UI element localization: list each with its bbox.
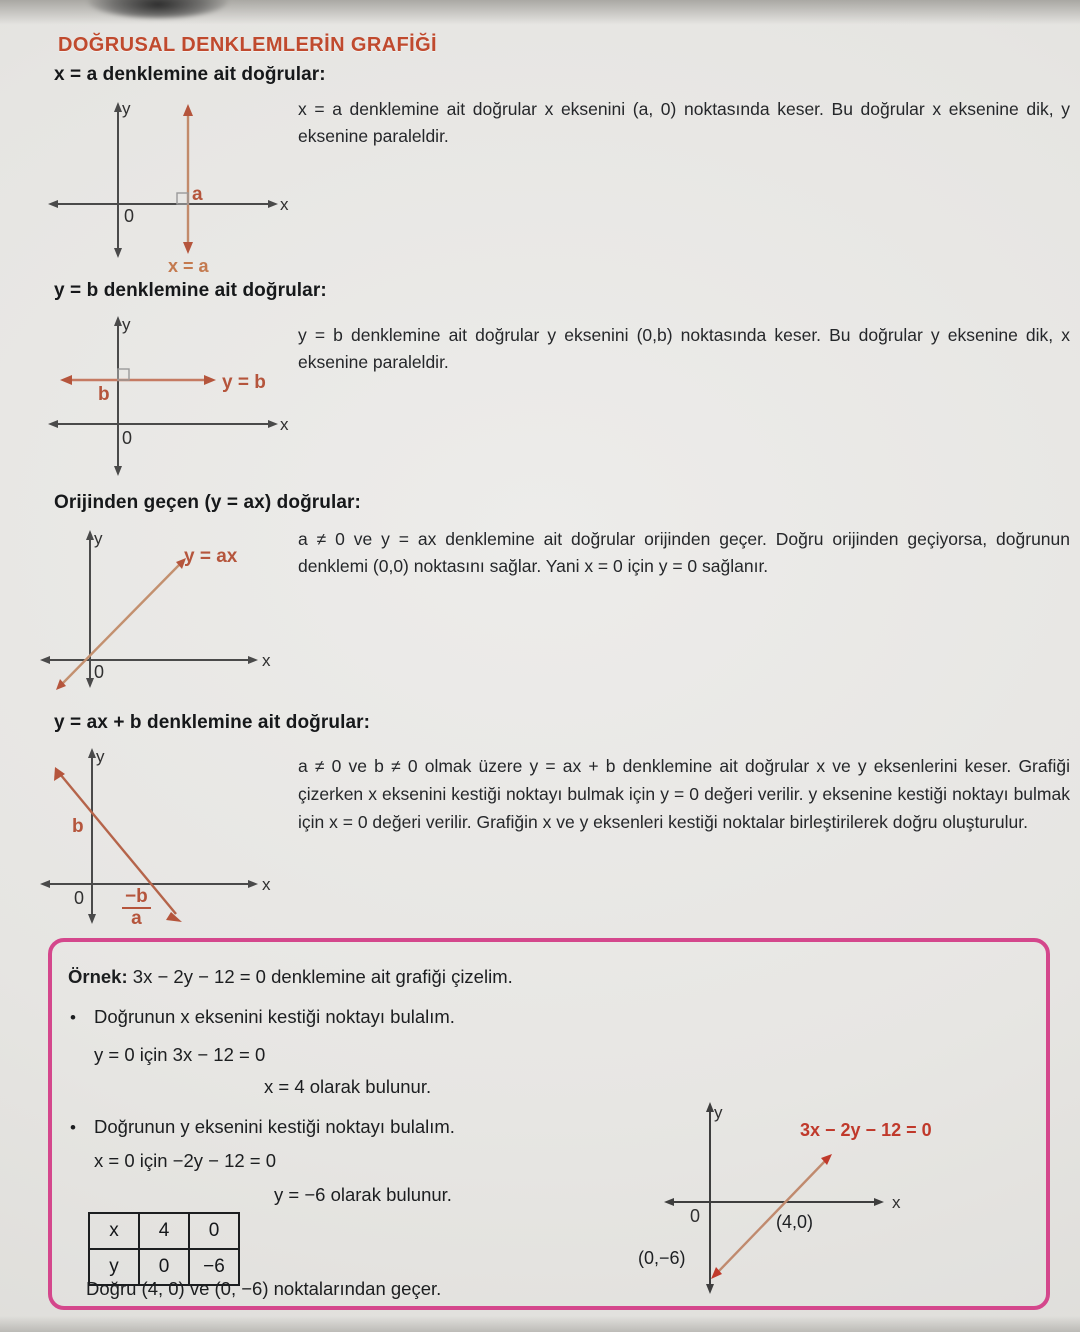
figure2-point-label: b [98,384,110,405]
page-title: DOĞRUSAL DENKLEMLERİN GRAFİĞİ [58,34,438,56]
figure4-y-axis-label: y [96,747,105,766]
figure5-y-intercept-label: (0,−6) [638,1248,686,1268]
figure-x-equals-a [40,96,290,276]
figure5-equation-label: 3x − 2y − 12 = 0 [800,1120,932,1140]
figure3-origin-label: 0 [94,662,105,682]
figure1-origin-label: 0 [124,206,135,226]
example-conclusion: Doğru (4, 0) ve (0, −6) noktalarından geçer. [86,1278,442,1299]
figure-example-graph [638,1092,1048,1312]
figure2-origin-label: 0 [122,428,133,448]
table-cell-y-value-2: −6 [189,1249,239,1285]
example-bullet-1-glyph: • [70,1008,76,1027]
example-step2-line1: x = 0 için −2y − 12 = 0 [94,1150,277,1171]
figure2-y-axis-label: y [122,315,131,334]
figure4-fraction-denominator: a [131,907,142,929]
section-text-y-equals-b: y = b denklemine ait doğrular y eksenini (0,b) noktasında keser. Bu doğrular y eksenine dik, x eksenine paraleldir. [298,325,1070,372]
figure3-line-label: y = ax [184,546,238,567]
figure4-x-intercept-fraction [122,887,151,929]
table-cell-x-header: x [89,1213,139,1249]
figure1-x-axis-label: x [280,195,289,214]
figure3-y-axis-label: y [94,529,103,548]
figure4-y-intercept-label: b [72,816,84,837]
figure1-y-axis-label: y [122,99,131,118]
figure3-x-axis-label: x [262,651,271,670]
example-step1-bullet-text: Doğrunun x eksenini kestiği noktayı bulalım. [94,1006,455,1027]
table-cell-x-value-1: 4 [139,1213,189,1249]
table-cell-y-value-1: 0 [139,1249,189,1285]
example-step2-line2: y = −6 olarak bulunur. [274,1184,452,1205]
section-heading-x-equals-a: x = a denklemine ait doğrular: [54,64,326,85]
example-step1-line2: x = 4 olarak bulunur. [264,1076,432,1097]
figure2-line-label: y = b [222,372,266,393]
figure5-origin-label: 0 [690,1206,701,1226]
example-label: Örnek: [68,966,128,987]
section-heading-y-equals-ax-plus-b: y = ax + b denklemine ait doğrular: [54,712,371,733]
example-step2-bullet-text: Doğrunun y eksenini kestiği noktayı bulalım. [94,1116,455,1137]
example-step1-line1: y = 0 için 3x − 12 = 0 [94,1044,266,1065]
figure2-x-axis-label: x [280,415,289,434]
section-text-y-equals-ax: a ≠ 0 ve y = ax denklemine ait doğrular orijinden geçer. Doğru orijinden geçiyorsa, doğrunun denklemi (0,0) noktasını sağlar. Yani x = 0 için y = 0 sağlanır. [298,529,1070,576]
points-table [88,1212,240,1286]
section-heading-y-equals-b: y = b denklemine ait doğrular: [54,280,327,301]
figure4-x-axis-label: x [262,875,271,894]
figure-y-equals-b [40,312,290,484]
figure1-point-label: a [192,184,203,205]
figure4-fraction-numerator: −b [122,887,151,909]
table-row [89,1213,239,1249]
section-text-y-equals-ax-plus-b: a ≠ 0 ve b ≠ 0 olmak üzere y = ax + b denklemine ait doğrular x ve y eksenlerini keser. Grafiği çizerken x eksenini kestiği noktayı bulmak için y = 0 değeri verilir. y eksenine kestiği noktayı bulmak için x = 0 değeri verilir. Grafiğin x ve y eksenleri kestiği noktalar birleştirilerek doğru oluşturulur. [298,756,1070,832]
table-cell-y-header: y [89,1249,139,1285]
example-bullet-2-glyph: • [70,1118,76,1137]
section-text-x-equals-a: x = a denklemine ait doğrular x eksenini (a, 0) noktasında keser. Bu doğrular x eksenine dik, y eksenine paraleldir. [298,99,1070,146]
example-statement: 3x − 2y − 12 = 0 denklemine ait grafiği çizelim. [132,966,513,987]
table-cell-x-value-2: 0 [189,1213,239,1249]
figure5-x-axis-label: x [892,1193,901,1212]
figure4-origin-label: 0 [74,888,85,908]
figure-y-equals-ax-plus-b [30,742,290,932]
section-heading-y-equals-ax: Orijinden geçen (y = ax) doğrular: [54,492,361,513]
figure-y-equals-ax [30,524,290,694]
figure5-x-intercept-label: (4,0) [776,1212,814,1232]
figure5-y-axis-label: y [714,1103,723,1122]
example-statement-row [68,964,513,990]
figure1-line-label: x = a [168,256,209,276]
